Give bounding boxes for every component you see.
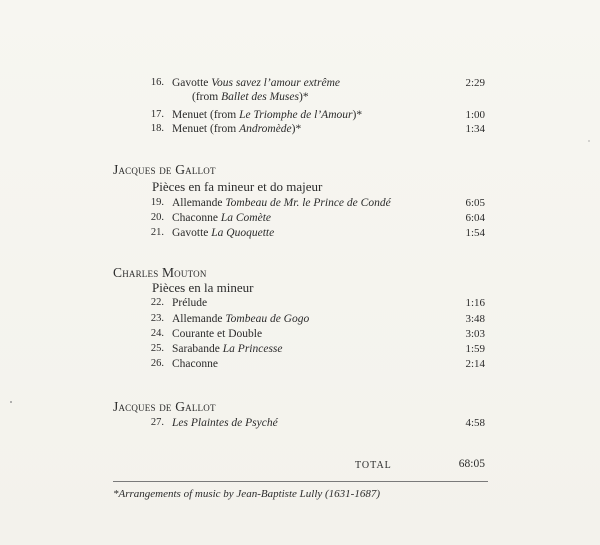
track-number: 25. [150, 343, 164, 354]
track-title: Menuet (from Andromède)* [172, 123, 302, 135]
composer-name: Jacques de Gallot [113, 399, 216, 414]
work-title: Pièces en la mineur [152, 280, 254, 295]
track-number: 22. [150, 297, 164, 308]
scan-speck [588, 140, 590, 142]
track-title: Allemande Tombeau de Gogo [172, 313, 310, 325]
track-title: Chaconne La Comète [172, 212, 272, 224]
track-number: 27. [150, 417, 164, 428]
scan-speck [10, 401, 12, 403]
track-duration: 1:59 [465, 343, 485, 355]
track-title: Allemande Tombeau de Mr. le Prince de Condé [172, 197, 391, 209]
track-number: 18. [150, 123, 164, 134]
track-title: Gavotte La Quoquette [172, 227, 275, 239]
track-number: 17. [150, 109, 164, 120]
track-duration: 1:54 [465, 227, 485, 239]
track-number: 26. [150, 358, 164, 369]
track-title: Menuet (from Le Triomphe de l’Amour)* [172, 109, 363, 121]
track-title: Sarabande La Princesse [172, 343, 283, 355]
track-duration: 1:34 [465, 123, 485, 135]
track-title: Chaconne [172, 358, 218, 370]
track-number: 19. [150, 197, 164, 208]
composer-name: Jacques de Gallot [113, 162, 216, 177]
track-number: 23. [150, 313, 164, 324]
footnote: *Arrangements of music by Jean-Baptiste Lully (1631-1687) [113, 488, 381, 500]
track-duration: 1:16 [465, 297, 485, 309]
track-duration: 1:00 [465, 109, 485, 121]
track-subtitle: (from Ballet des Muses)* [192, 91, 309, 103]
track-number: 16. [150, 77, 164, 88]
composer-name: Charles Mouton [113, 265, 207, 280]
track-duration: 6:05 [465, 197, 485, 209]
track-title: Prélude [172, 297, 208, 309]
track-duration: 3:48 [465, 313, 485, 325]
track-duration: 2:14 [465, 358, 485, 370]
track-number: 24. [150, 328, 164, 339]
track-duration: 3:03 [465, 328, 485, 340]
track-number: 20. [150, 212, 164, 223]
track-title: Les Plaintes de Psyché [172, 417, 278, 429]
track-duration: 4:58 [465, 417, 485, 429]
track-number: 21. [150, 227, 164, 238]
work-title: Pièces en fa mineur et do majeur [152, 179, 323, 194]
total-label: TOTAL [355, 460, 392, 471]
track-title: Gavotte Vous savez l’amour extrême [172, 77, 340, 89]
track-duration: 2:29 [465, 77, 485, 89]
track-duration: 6:04 [465, 212, 485, 224]
track-title: Courante et Double [172, 328, 263, 340]
total-duration: 68:05 [458, 458, 485, 470]
divider-rule [113, 481, 488, 482]
